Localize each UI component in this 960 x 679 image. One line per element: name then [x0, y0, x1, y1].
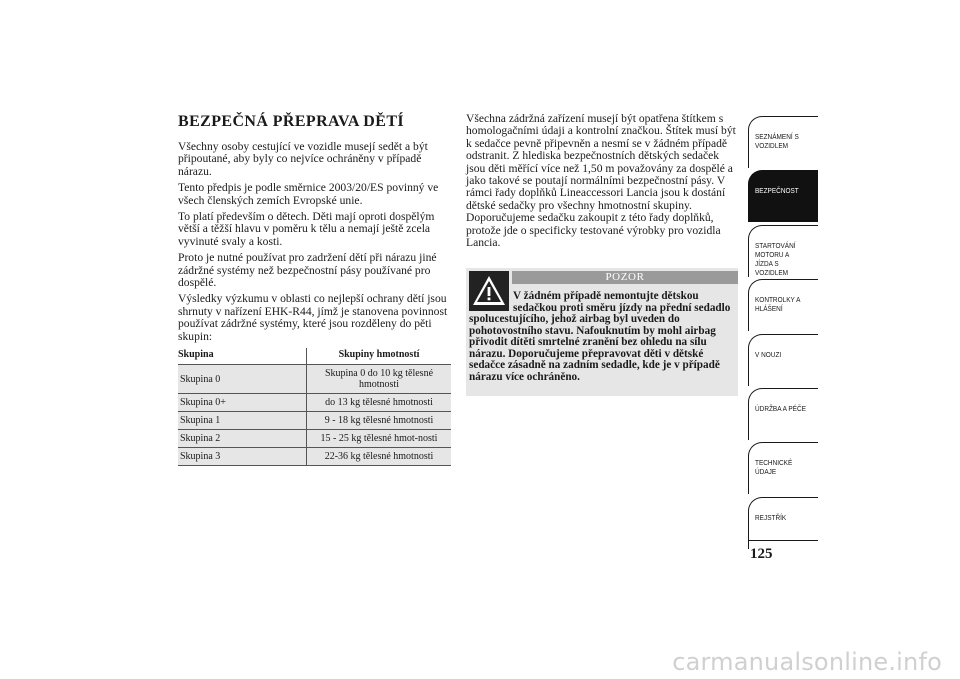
tab-startovani[interactable]: [748, 225, 818, 277]
table-cell: 22-36 kg tělesné hmotnosti: [307, 448, 452, 466]
main-column: [178, 113, 450, 347]
tab-label: BEZPEČNOST: [755, 186, 799, 196]
tab-label: STARTOVÁNÍ MOTORU A JÍZDA S VOZIDLEM: [755, 240, 796, 277]
chapter-sidebar: [748, 116, 818, 551]
page-number: 125: [750, 546, 773, 562]
table-cell: Skupina 3: [178, 448, 307, 466]
table-row: [178, 365, 451, 394]
tab-label: V NOUZI: [755, 349, 782, 359]
table-cell: 9 - 18 kg tělesné hmotnosti: [307, 412, 452, 430]
tab-bezpecnost[interactable]: [748, 170, 818, 222]
tab-label: ÚDRŽBA A PÉČE: [755, 403, 806, 413]
tab-label: KONTROLKY A HLÁŠENÍ: [755, 295, 801, 314]
warning-text: [469, 291, 731, 383]
table-cell: Skupina 0: [178, 365, 307, 394]
table-row: [178, 412, 451, 430]
tab-label: TECHNICKÉ ÚDAJE: [755, 458, 793, 477]
divider: [748, 540, 818, 541]
table-cell: Skupina 0+: [178, 394, 307, 412]
table-row: [178, 430, 451, 448]
table-header-weight: Skupiny hmotností: [307, 348, 452, 365]
paragraph: To platí především o dětech. Děti mají oproti dospělým větší a těžší hlavu v poměru k tělu a nemají ještě zcela vyvinuté svaly a kosti.: [178, 210, 435, 248]
tab-udrzba[interactable]: [748, 388, 818, 440]
watermark: carmanualsonline.info: [672, 648, 942, 676]
tab-seznameni[interactable]: [748, 116, 818, 168]
paragraph: Všechny osoby cestující ve vozidle musejí sedět a být připoutané, aby byly co nejvíce ochráněny v případě nárazu.: [178, 140, 428, 178]
tab-label: SEZNÁMENÍ S VOZIDLEM: [755, 132, 799, 150]
table-header-group: Skupina: [178, 348, 307, 365]
tab-technicke-udaje[interactable]: [748, 442, 818, 494]
right-paragraph: Všechna zádržná zařízení musejí být opatřena štítkem s homologačními údaji a kontrolní značkou. Štítek musí být k sedačce pevně připevněn a nesmí se v žádném případě odstranit. Z hlediska bezpečnostních dětských sedaček jsou děti měřící více než 1,50 m považovány za dospělé a jako takové se poutají normálními bezpečnostní pásy. V rámci řady doplňků Lineaccessori Lancia jsou k dostání dětské sedačky pro všechny hmotnostní skupiny. Doporučujeme sedačku zakoupit z této řady doplňků, protože jde o specificky testované výrobky pro vozidla Lancia.: [466, 112, 736, 250]
tab-v-nouzi[interactable]: [748, 334, 818, 386]
warning-box: [466, 268, 738, 396]
paragraph: Výsledky výzkumu v oblasti co nejlepší ochrany dětí jsou shrnuty v nařízení EHK-R44, jímž je stanovena povinnost používat zádržné systémy, které jsou rozděleny do pěti skupin:: [178, 292, 448, 343]
table-cell: Skupina 0 do 10 kg tělesné hmotnosti: [307, 365, 452, 394]
warning-heading: POZOR: [512, 271, 738, 284]
warning-body: V žádném případě nemontujte dětskou sedačkou proti směru jízdy na přední sedadlo spolucestujícího, jehož airbag byl uveden do pohotovostního stavu. Nafouknutím by mohl airbag přivodit dítěti smrtelné zranění bez ohledu na sílu nárazu. Doporučujeme přepravovat děti v dětské sedačce zásadně na zadním sedadle, kde je v případě nárazu více ochráněno.: [469, 290, 731, 383]
page-title: BEZPEČNÁ PŘEPRAVA DĚTÍ: [178, 113, 405, 130]
table-header-row: [178, 348, 451, 365]
table-cell: 15 - 25 kg tělesné hmot-nosti: [307, 430, 452, 448]
table-cell: Skupina 2: [178, 430, 307, 448]
table-row: [178, 448, 451, 466]
weight-groups-table: [178, 348, 451, 466]
paragraph: Tento předpis je podle směrnice 2003/20/ES povinný ve všech členských zemích Evropské unie.: [178, 181, 439, 207]
table-cell: Skupina 1: [178, 412, 307, 430]
tab-label: REJSTŘÍK: [755, 512, 787, 522]
paragraph: Proto je nutné používat pro zadržení dětí při nárazu jiné zádržné systémy než bezpečnostní pásy používané pro dospělé.: [178, 251, 437, 290]
table-cell: do 13 kg tělesné hmotnosti: [307, 394, 452, 412]
table-row: [178, 394, 451, 412]
tab-kontrolky[interactable]: [748, 279, 818, 331]
